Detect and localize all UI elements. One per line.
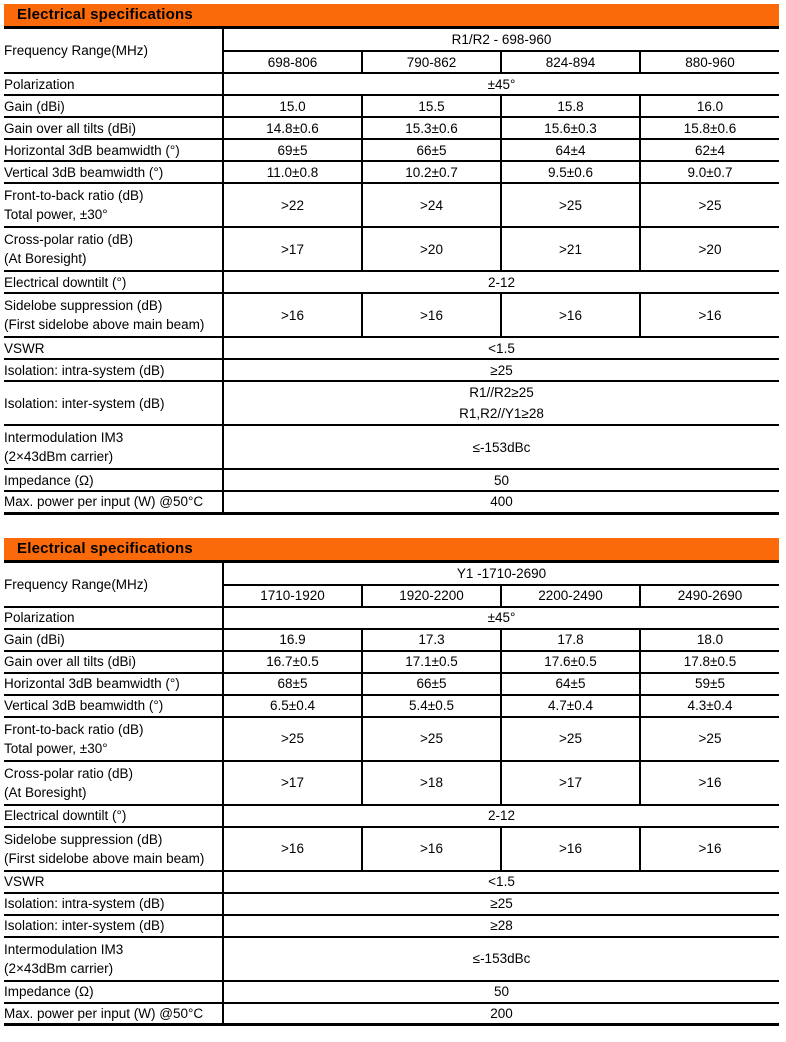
spec-table-body-1 xyxy=(4,29,779,513)
spec-value-cell: >16 xyxy=(223,293,362,337)
spec-span-cell: <1.5 xyxy=(223,337,779,359)
spec-value-cell: >25 xyxy=(501,183,640,227)
spec-row-label xyxy=(4,629,223,651)
spec-row xyxy=(4,337,779,359)
spec-row-label-line: Cross-polar ratio (dB) xyxy=(4,232,134,247)
spec-row-label xyxy=(4,937,223,981)
spec-value-cell: >16 xyxy=(362,827,501,871)
spec-row-label-line: Front-to-back ratio (dB) xyxy=(4,188,144,203)
frequency-range-label: Frequency Range(MHz) xyxy=(4,29,223,73)
spec-row-label xyxy=(4,981,223,1003)
spec-row-label xyxy=(4,73,223,95)
spec-row xyxy=(4,717,779,761)
spec-value-cell: >20 xyxy=(362,227,501,271)
spec-row-label-line: Isolation: intra-system (dB) xyxy=(4,362,165,378)
spec-row-label xyxy=(4,871,223,893)
spec-row-label xyxy=(4,1003,223,1025)
spec-row-label xyxy=(4,673,223,695)
spec-value-cell: >17 xyxy=(223,227,362,271)
spec-row xyxy=(4,981,779,1003)
spec-value-cell: 9.5±0.6 xyxy=(501,161,640,183)
spec-value-cell: >25 xyxy=(223,717,362,761)
spec-value-cell: 16.0 xyxy=(640,95,779,117)
spec-value-cell: 6.5±0.4 xyxy=(223,695,362,717)
spec-row-label xyxy=(4,183,223,227)
spec-row-label-line: Max. power per input (W) @50°C xyxy=(4,1005,204,1021)
spec-row-label-line: Sidelobe suppression (dB) xyxy=(4,298,163,313)
spec-row-label xyxy=(4,139,223,161)
spec-row-label-line: Gain (dBi) xyxy=(4,98,65,114)
spec-value-cell: 10.2±0.7 xyxy=(362,161,501,183)
spec-row-label xyxy=(4,761,223,805)
spec-row-label xyxy=(4,827,223,871)
band-column-header: 880-960 xyxy=(640,51,779,73)
spec-span-line: R1,R2//Y1≥28 xyxy=(459,406,544,421)
spec-row xyxy=(4,271,779,293)
spec-row xyxy=(4,491,779,513)
spec-value-cell: 16.9 xyxy=(223,629,362,651)
spec-row-label xyxy=(4,271,223,293)
spec-value-cell: >25 xyxy=(640,717,779,761)
spec-value-cell: 69±5 xyxy=(223,139,362,161)
spec-value-cell: >25 xyxy=(640,183,779,227)
spec-value-cell: 64±5 xyxy=(501,673,640,695)
spec-value-cell: >18 xyxy=(362,761,501,805)
spec-row-label-line: Isolation: inter-system (dB) xyxy=(4,918,165,933)
spec-span-cell: 2-12 xyxy=(223,805,779,827)
spec-row xyxy=(4,805,779,827)
spec-value-cell: 18.0 xyxy=(640,629,779,651)
spec-row xyxy=(4,73,779,95)
spec-value-cell: 4.3±0.4 xyxy=(640,695,779,717)
spec-value-cell: >20 xyxy=(640,227,779,271)
spec-row-label-line: VSWR xyxy=(4,874,45,889)
electrical-specs-section-1 xyxy=(4,4,779,515)
band-group-header: Y1 -1710-2690 xyxy=(223,563,779,585)
electrical-specs-section-2 xyxy=(4,538,779,1027)
spec-row xyxy=(4,1003,779,1025)
spec-row-label xyxy=(4,805,223,827)
spec-row-label xyxy=(4,95,223,117)
spec-value-cell: >21 xyxy=(501,227,640,271)
spec-row xyxy=(4,469,779,491)
spec-row xyxy=(4,761,779,805)
spec-row-label xyxy=(4,337,223,359)
spec-row-label xyxy=(4,651,223,673)
spec-row-label-line: Sidelobe suppression (dB) xyxy=(4,831,163,847)
band-column-header: 790-862 xyxy=(362,51,501,73)
spec-value-cell: 5.4±0.5 xyxy=(362,695,501,717)
spec-row xyxy=(4,871,779,893)
spec-row-label-line: (2×43dBm carrier) xyxy=(4,449,114,464)
spec-row-label-line: Polarization xyxy=(4,76,75,92)
spec-span-cell: 200 xyxy=(223,1003,779,1025)
spec-span-cell xyxy=(223,381,779,425)
band-group-header: R1/R2 - 698-960 xyxy=(223,29,779,51)
spec-row-label xyxy=(4,381,223,425)
spec-value-cell: 17.3 xyxy=(362,629,501,651)
spec-value-cell: >24 xyxy=(362,183,501,227)
spec-row-label-line: Impedance (Ω) xyxy=(4,984,94,999)
spec-value-cell: 9.0±0.7 xyxy=(640,161,779,183)
spec-row xyxy=(4,673,779,695)
spec-row-label-line: Electrical downtilt (°) xyxy=(4,274,127,290)
spec-value-cell: 15.3±0.6 xyxy=(362,117,501,139)
spec-row-label-line: Electrical downtilt (°) xyxy=(4,808,127,823)
spec-row xyxy=(4,893,779,915)
spec-row xyxy=(4,95,779,117)
spec-row-label-line: Gain (dBi) xyxy=(4,632,65,647)
spec-span-line: R1//R2≥25 xyxy=(469,385,534,400)
spec-value-cell: 4.7±0.4 xyxy=(501,695,640,717)
spec-span-cell: ≤-153dBc xyxy=(223,425,779,469)
spec-row xyxy=(4,117,779,139)
spec-row-label xyxy=(4,695,223,717)
spec-row-label-line: Isolation: inter-system (dB) xyxy=(4,395,165,411)
spec-row-label-line: (2×43dBm carrier) xyxy=(4,960,114,976)
spec-value-cell: 68±5 xyxy=(223,673,362,695)
spec-row-label-line: Max. power per input (W) @50°C xyxy=(4,494,204,510)
spec-span-cell: ≥25 xyxy=(223,893,779,915)
spec-value-cell: 17.8 xyxy=(501,629,640,651)
spec-row xyxy=(4,607,779,629)
spec-span-cell: ≥28 xyxy=(223,915,779,937)
spec-value-cell: 66±5 xyxy=(362,139,501,161)
spec-row-label xyxy=(4,293,223,337)
spec-row xyxy=(4,695,779,717)
spec-table-body-2 xyxy=(4,563,779,1025)
spec-row xyxy=(4,359,779,381)
spec-row xyxy=(4,651,779,673)
frequency-header-row xyxy=(4,563,779,585)
spec-value-cell: 11.0±0.8 xyxy=(223,161,362,183)
spec-row-label xyxy=(4,717,223,761)
spec-span-cell: 2-12 xyxy=(223,271,779,293)
band-column-header: 1710-1920 xyxy=(223,585,362,607)
spec-value-cell: 15.5 xyxy=(362,95,501,117)
spec-value-cell: 15.0 xyxy=(223,95,362,117)
spec-row-label xyxy=(4,161,223,183)
spec-value-cell: 14.8±0.6 xyxy=(223,117,362,139)
spec-value-cell: 15.8±0.6 xyxy=(640,117,779,139)
spec-row xyxy=(4,161,779,183)
spec-row-label-line: (First sidelobe above main beam) xyxy=(4,850,205,866)
spec-span-cell: 50 xyxy=(223,981,779,1003)
spec-value-cell: >25 xyxy=(362,717,501,761)
spec-row-label-line: VSWR xyxy=(4,340,45,356)
spec-row xyxy=(4,293,779,337)
spec-value-cell: 17.6±0.5 xyxy=(501,651,640,673)
spec-value-cell: >16 xyxy=(640,293,779,337)
spec-row-label-line: Horizontal 3dB beamwidth (°) xyxy=(4,676,180,691)
spec-row-label xyxy=(4,469,223,491)
spec-row-label xyxy=(4,491,223,513)
spec-value-cell: >22 xyxy=(223,183,362,227)
spec-row-label-line: Total power, ±30° xyxy=(4,740,108,756)
band-column-header: 698-806 xyxy=(223,51,362,73)
spec-value-cell: 64±4 xyxy=(501,139,640,161)
spec-row xyxy=(4,139,779,161)
band-column-header: 1920-2200 xyxy=(362,585,501,607)
spec-row-label xyxy=(4,227,223,271)
spec-value-cell: >16 xyxy=(640,761,779,805)
spec-row xyxy=(4,827,779,871)
spec-value-cell: >16 xyxy=(640,827,779,871)
spec-row-label-line: (At Boresight) xyxy=(4,251,87,266)
spec-row-label-line: Gain over all tilts (dBi) xyxy=(4,120,137,136)
spec-value-cell: 16.7±0.5 xyxy=(223,651,362,673)
spec-row xyxy=(4,425,779,469)
spec-row-label xyxy=(4,359,223,381)
spec-value-cell: >17 xyxy=(501,761,640,805)
spec-row-label-line: Intermodulation IM3 xyxy=(4,941,124,957)
spec-row-label xyxy=(4,915,223,937)
spec-row-label-line: Polarization xyxy=(4,610,75,625)
spec-value-cell: >25 xyxy=(501,717,640,761)
spec-row xyxy=(4,915,779,937)
frequency-header-row xyxy=(4,29,779,51)
spec-value-cell: 17.1±0.5 xyxy=(362,651,501,673)
spec-row xyxy=(4,227,779,271)
spec-value-cell: 15.8 xyxy=(501,95,640,117)
spec-row-label-line: Total power, ±30° xyxy=(4,207,108,222)
spec-row-label xyxy=(4,425,223,469)
spec-value-cell: 17.8±0.5 xyxy=(640,651,779,673)
spec-span-cell: 400 xyxy=(223,491,779,513)
spec-row-label-line: Vertical 3dB beamwidth (°) xyxy=(4,164,164,180)
spec-row xyxy=(4,629,779,651)
spec-row-label-line: Impedance (Ω) xyxy=(4,472,94,488)
spec-value-cell: 59±5 xyxy=(640,673,779,695)
spec-row-label-line: Isolation: intra-system (dB) xyxy=(4,896,165,911)
spec-span-cell: 50 xyxy=(223,469,779,491)
spec-span-cell: ±45° xyxy=(223,607,779,629)
spec-row-label-line: Horizontal 3dB beamwidth (°) xyxy=(4,142,180,158)
spec-value-cell: >16 xyxy=(362,293,501,337)
spec-value-cell: >16 xyxy=(223,827,362,871)
spec-value-cell: 66±5 xyxy=(362,673,501,695)
spec-row-label-line: (First sidelobe above main beam) xyxy=(4,317,205,332)
electrical-spec-table-1 xyxy=(4,29,779,515)
spec-row xyxy=(4,183,779,227)
spec-row-label-line: Vertical 3dB beamwidth (°) xyxy=(4,698,164,713)
band-column-header: 2200-2490 xyxy=(501,585,640,607)
band-column-header: 2490-2690 xyxy=(640,585,779,607)
spec-row xyxy=(4,937,779,981)
spec-row-label xyxy=(4,893,223,915)
spec-span-cell: <1.5 xyxy=(223,871,779,893)
spec-value-cell: >16 xyxy=(501,293,640,337)
spec-row-label-line: Front-to-back ratio (dB) xyxy=(4,721,144,737)
spec-value-cell: >16 xyxy=(501,827,640,871)
section-header-banner: Electrical specifications xyxy=(4,4,779,29)
spec-row xyxy=(4,381,779,425)
spec-row-label xyxy=(4,117,223,139)
spec-span-cell: ≥25 xyxy=(223,359,779,381)
spec-span-cell: ±45° xyxy=(223,73,779,95)
spec-row-label-line: Cross-polar ratio (dB) xyxy=(4,765,134,781)
spec-value-cell: 15.6±0.3 xyxy=(501,117,640,139)
spec-value-cell: 62±4 xyxy=(640,139,779,161)
spec-value-cell: >17 xyxy=(223,761,362,805)
spec-row-label xyxy=(4,607,223,629)
spec-span-cell: ≤-153dBc xyxy=(223,937,779,981)
electrical-spec-table-2 xyxy=(4,563,779,1027)
spec-row-label-line: (At Boresight) xyxy=(4,784,87,800)
spec-row-label-line: Intermodulation IM3 xyxy=(4,430,124,445)
frequency-range-label: Frequency Range(MHz) xyxy=(4,563,223,607)
spec-row-label-line: Gain over all tilts (dBi) xyxy=(4,654,137,669)
band-column-header: 824-894 xyxy=(501,51,640,73)
section-header-banner: Electrical specifications xyxy=(4,538,779,563)
